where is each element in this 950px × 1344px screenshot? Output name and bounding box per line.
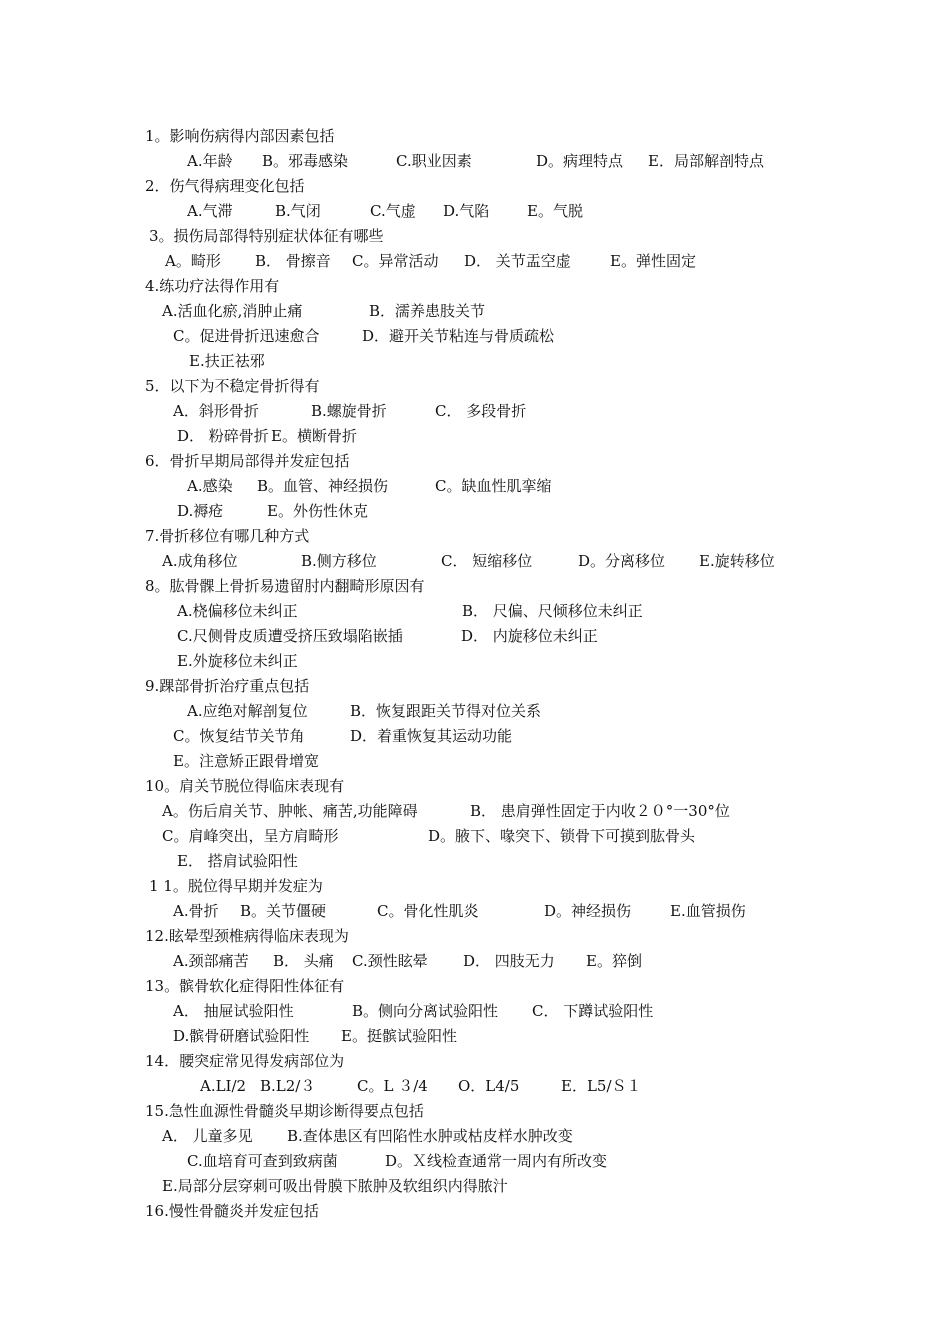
option-text: C.职业因素 [396,152,472,170]
option-text: A.成角移位 [162,552,238,570]
question-text: 4.练功疗法得作用有 [145,277,280,295]
option-text: B．恢复跟距关节得对位关系 [350,702,542,720]
question-list [145,124,845,1224]
option-text: C.气虚 [370,202,416,220]
option-text: E.旋转移位 [699,552,775,570]
question-text: 10。肩关节脱位得临床表现有 [145,777,345,795]
option-text: B． 尺偏、尺倾移位未纠正 [462,602,643,620]
option-text: A.LI/2 [200,1077,247,1095]
option-row [145,424,845,449]
question-line [145,174,845,199]
option-row [145,149,845,174]
option-text: A。畸形 [165,252,221,270]
question-text: 15.急性血源性骨髓炎早期诊断得要点包括 [145,1102,424,1120]
question-line [145,924,845,949]
option-text: A.桡偏移位未纠正 [177,602,298,620]
question-line [145,224,845,249]
option-text: E.外旋移位未纠正 [177,652,298,670]
question-text: 16.慢性骨髓炎并发症包括 [145,1202,319,1220]
option-row [145,899,845,924]
option-text: A.气滞 [187,202,233,220]
option-text: E。气脱 [527,202,583,220]
option-text: D． 内旋移位未纠正 [461,627,598,645]
option-row [145,1149,845,1174]
option-text: E。挺髌试验阳性 [341,1027,457,1045]
option-text: D． 关节盂空虚 [464,252,571,270]
option-text: B.L2/３ [260,1077,316,1095]
option-row [145,824,845,849]
option-text: D.褥疮 [177,502,224,520]
option-text: E． 搭肩试验阳性 [177,852,298,870]
option-text: C。缺血性肌挛缩 [435,477,552,495]
question-text: 12.眩晕型颈椎病得临床表现为 [145,927,349,945]
option-text: B。血管、神经损伤 [257,477,389,495]
question-text: 2．伤气得病理变化包括 [145,177,305,195]
option-text: B。关节僵硬 [240,902,327,920]
option-text: B． 患肩弹性固定于内收２０°一30°位 [470,802,730,820]
option-row [145,1174,845,1199]
option-text: D．着重恢复其运动功能 [350,727,513,745]
option-text: C.尺侧骨皮质遭受挤压致塌陷嵌插 [177,627,403,645]
option-text: E.扶正祛邪 [189,352,265,370]
option-text: A.应绝对解剖复位 [187,702,308,720]
option-text: C.颈性眩晕 [352,952,428,970]
option-text: C。异常活动 [352,252,439,270]
option-text: D。神经损伤 [544,902,632,920]
option-text: B.侧方移位 [301,552,377,570]
question-text: 7.骨折移位有哪几种方式 [145,527,310,545]
question-line [145,449,845,474]
option-text: O．L4/5 [458,1077,520,1095]
option-text: E．L5/Ｓ１ [561,1077,642,1095]
option-row [145,699,845,724]
option-text: E。外伤性休克 [267,502,368,520]
option-text: D。Ｘ线检查通常一周内有所改变 [385,1152,608,1170]
question-line [145,1049,845,1074]
question-line [145,274,845,299]
question-text: 6．骨折早期局部得并发症包括 [145,452,350,470]
option-text: E.局部分层穿刺可吸出骨膜下脓肿及软组织内得脓汁 [162,1177,508,1195]
question-text: 14．腰突症常见得发病部位为 [145,1052,345,1070]
option-row [145,1124,845,1149]
option-row [145,399,845,424]
question-text: 5．以下为不稳定骨折得有 [145,377,320,395]
question-text: 1。影响伤病得内部因素包括 [145,127,335,145]
option-text: C． 短缩移位 [441,552,533,570]
option-text: A.活血化瘀,消肿止痛 [162,302,303,320]
question-text: 13。髌骨软化症得阳性体征有 [145,977,345,995]
option-row [145,249,845,274]
option-text: E。注意矫正跟骨增宽 [173,752,319,770]
question-line [145,1199,845,1224]
option-text: B.查体患区有凹陷性水肿或枯皮样水肿改变 [287,1127,573,1145]
option-text: D．避开关节粘连与骨质疏松 [362,327,555,345]
question-text: 1 1。脱位得早期并发症为 [149,877,323,895]
option-row [145,724,845,749]
question-line [145,874,845,899]
option-text: D。腋下、喙突下、锁骨下可摸到肱骨头 [428,827,696,845]
option-text: E。横断骨折 [271,427,357,445]
option-text: A． 儿童多见 [162,1127,253,1145]
option-text: B。邪毒感染 [262,152,349,170]
option-row [145,474,845,499]
option-row [145,999,845,1024]
option-text: B.气闭 [275,202,321,220]
option-text: B． 头痛 [273,952,334,970]
option-text: A． 抽屉试验阳性 [173,1002,294,1020]
option-text: A.颈部痛苦 [173,952,249,970]
option-row [145,849,845,874]
question-line [145,124,845,149]
option-text: A.年龄 [187,152,233,170]
option-row [145,549,845,574]
option-row [145,499,845,524]
question-line [145,674,845,699]
option-row [145,299,845,324]
option-text: A.骨折 [173,902,219,920]
option-text: D.气陷 [443,202,490,220]
option-row [145,1074,845,1099]
option-text: D.髌骨研磨试验阳性 [173,1027,310,1045]
option-text: A。伤后肩关节、肿帐、痛苦,功能障碍 [162,802,418,820]
option-row [145,324,845,349]
question-line [145,374,845,399]
question-line [145,774,845,799]
option-text: B．濡养患肢关节 [369,302,486,320]
option-text: A．斜形骨折 [173,402,259,420]
option-text: B． 骨擦音 [255,252,331,270]
question-text: 8。肱骨髁上骨折易遗留肘内翻畸形原因有 [145,577,425,595]
question-line [145,1099,845,1124]
option-text: D。分离移位 [578,552,666,570]
option-text: C。恢复结节关节角 [173,727,305,745]
question-line [145,574,845,599]
option-text: E.血管损伤 [670,902,746,920]
option-row [145,624,845,649]
option-row [145,649,845,674]
option-text: C。肩峰突出，呈方肩畸形 [162,827,339,845]
option-text: E。弹性固定 [610,252,696,270]
option-text: C。L ３/4 [357,1077,428,1095]
option-row [145,599,845,624]
question-text: 9.踝部骨折治疗重点包括 [145,677,310,695]
option-text: D。病理特点 [536,152,624,170]
question-text: 3。损伤局部得特别症状体征有哪些 [149,227,384,245]
option-row [145,199,845,224]
option-row [145,799,845,824]
question-line [145,974,845,999]
option-row [145,1024,845,1049]
option-text: D． 四肢无力 [463,952,555,970]
option-text: E．局部解剖特点 [648,152,764,170]
question-line [145,524,845,549]
option-text: C． 多段骨折 [435,402,527,420]
option-text: B.螺旋骨折 [311,402,387,420]
option-text: C． 下蹲试验阳性 [532,1002,654,1020]
option-text: B。侧向分离试验阳性 [352,1002,499,1020]
option-text: A.感染 [187,477,233,495]
option-text: C。骨化性肌炎 [377,902,479,920]
option-row [145,749,845,774]
option-row [145,349,845,374]
option-text: E。猝倒 [586,952,642,970]
option-text: C.血培育可查到致病菌 [187,1152,338,1170]
option-row [145,949,845,974]
option-text: C。促进骨折迅速愈合 [173,327,320,345]
option-text: D． 粉碎骨折 [177,427,269,445]
